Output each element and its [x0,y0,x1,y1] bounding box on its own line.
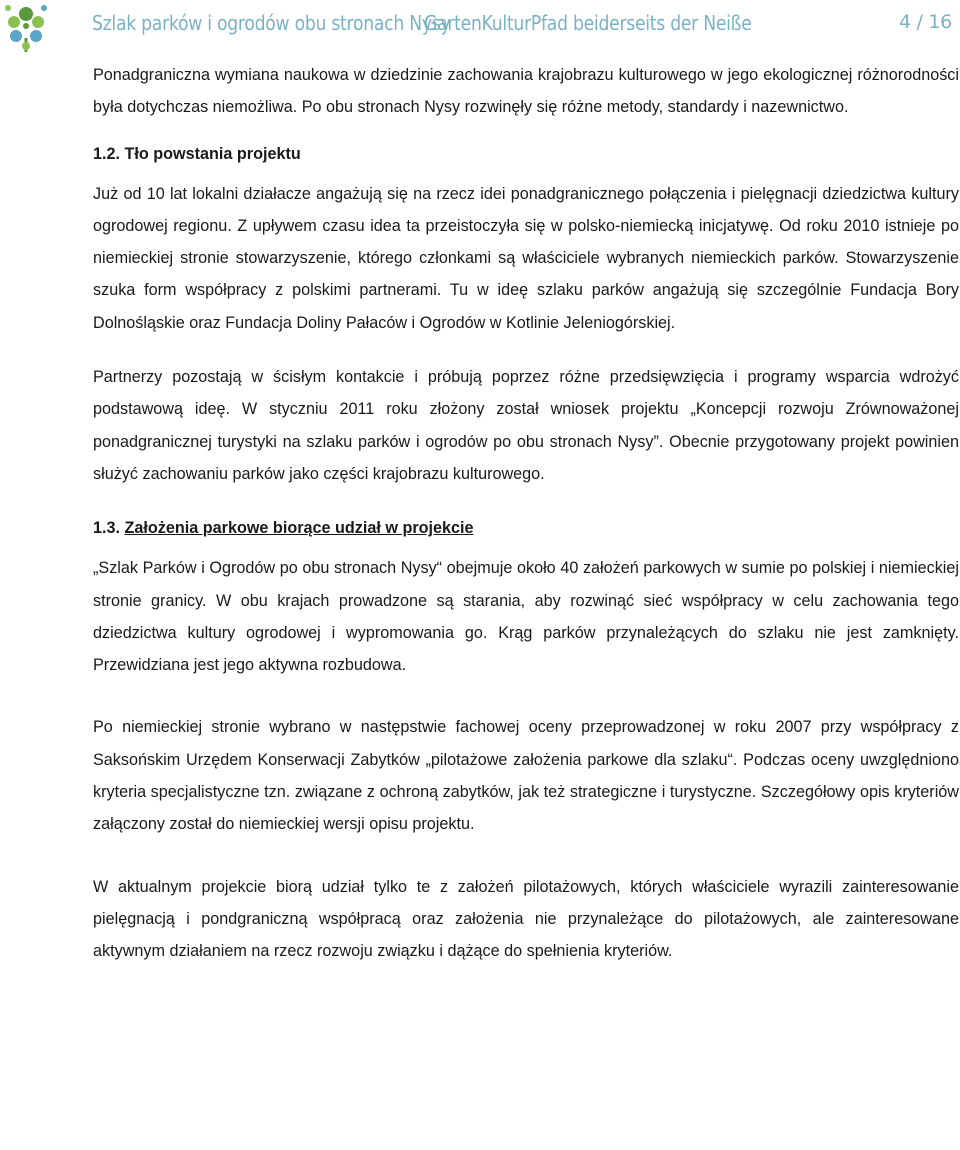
header-title-de: GartenKulturPfad beiderseits der Neiße [424,11,752,35]
section-heading-1-3 [93,512,959,544]
section-1-2-paragraph-1: Już od 10 lat lokalni działacze angażują się na rzecz idei ponadgranicznego połączenia i pielęgnacji dziedzictwa kultury ogrodowej regionu. Z upływem czasu idea ta przeistoczyła się w polsko-niemiecką inicjatywę. Od roku 2010 istnieje po niemieckiej stronie stowarzyszenie, którego członkami są właściciele wybranych niemieckich parków. Stowarzyszenie szuka form współpracy z polskimi partnerami. Tu w ideę szlaku parków angażują się szczególnie Fundacja Bory Dolnośląskie oraz Fundacja Doliny Pałaców i Ogrodów w Kotlinie Jeleniogórskiej. [93,184,959,332]
section-1-3-paragraph-1: „Szlak Parków i Ogrodów po obu stronach Nysy“ obejmuje około 40 założeń parkowych w sumie po polskiej i niemieckiej stronie granicy. W obu krajach prowadzone są starania, aby rozwinąć sieć współpracy w celu zachowania tego dziedzictwa kultury ogrodowej i wypromowania go. Krąg parków przynależących do szlaku nie jest zamknięty. Przewidziana jest jego aktywna rozbudowa. [93,559,959,675]
page-number: 4 / 16 [899,11,952,33]
section-heading-1-3-title: Założenia parkowe biorące udział w projekcie [124,519,474,538]
section-1-3-paragraph-2: Po niemieckiej stronie wybrano w następstwie fachowej oceny przeprowadzonej w roku 2007 przy współpracy z Saksońskim Urzędem Konserwacji Zabytków „pilotażowe założenia parkowe dla szlaku“. Podczas oceny uwzględniono kryteria specjalistyczne tzn. związane z ochroną zabytków, jak też strategiczne i turystyczne. Szczegółowy opis kryteriów załączony został do niemieckiej wersji opisu projektu. [93,718,959,834]
flower-logo-icon [2,0,50,56]
section-1-3-paragraph-3: W aktualnym projekcie biorą udział tylko te z założeń pilotażowych, których właściciele wyrazili zainteresowanie pielęgnacją i pondgraniczną współpracą oraz założenia nie przynależące do pilotażowych, ale zainteresowane aktywnym działaniem na rzecz rozwoju związku i dążące do spełnienia kryteriów. [93,877,959,961]
header-title-pl: Szlak parków i ogrodów obu stronach Nysy [92,11,451,35]
page-header [0,0,960,60]
document-body [93,59,959,968]
section-heading-1-3-number: 1.3. [93,519,125,538]
intro-paragraph: Ponadgraniczna wymiana naukowa w dziedzinie zachowania krajobrazu kulturowego w jego ekologicznej różnorodności była dotychczas niemożliwa. Po obu stronach Nysy rozwinęły się różne metody, standardy i nazewnictwo. [93,66,959,117]
section-heading-1-2: 1.2. Tło powstania projektu [93,144,301,163]
section-1-2-paragraph-2: Partnerzy pozostają w ścisłym kontakcie i próbują poprzez różne przedsięwzięcia i programy wsparcia wdrożyć podstawową ideę. W styczniu 2011 roku złożony został wniosek projektu „Koncepcji rozwoju Zrównoważonej ponadgranicznej turystyki na szlaku parków i ogrodów po obu stronach Nysy”. Obecnie przygotowany projekt powinien służyć zachowaniu parków jako części krajobrazu kulturowego. [93,368,959,483]
